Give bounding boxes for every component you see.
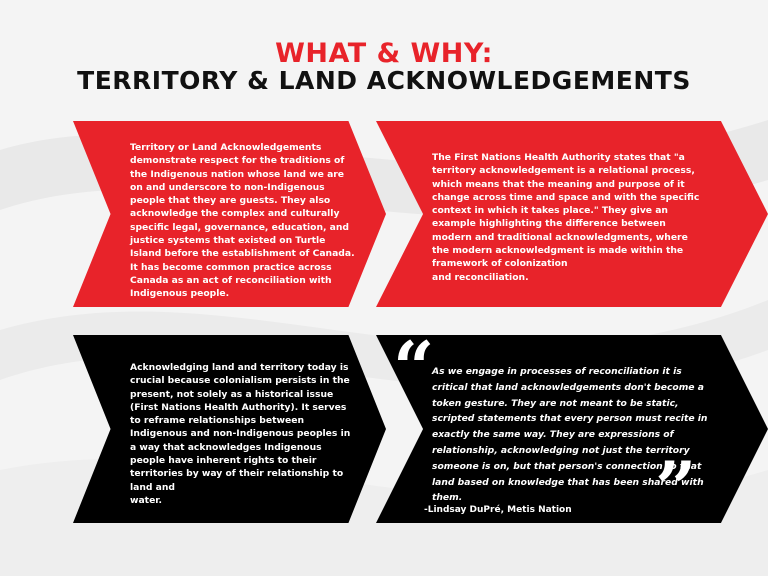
definition-text: Territory or Land Acknowledgements demonstrate respect for the traditions of the Indigenous nation whose land we are on and underscore to non-Indigenous people that they are guests. They also acknowledge the complex and culturally specific legal, governance, education, and justice systems that existed on Turtle Island before the establishment of Canada. It has become common practice across Canada as an act of reconciliation with Indigenous people.	[130, 142, 355, 300]
page-title-line-2: TERRITORY & LAND ACKNOWLEDGEMENTS	[77, 66, 691, 95]
close-quote-icon: ”	[655, 445, 697, 530]
quote-author: -Lindsay DuPré, Metis Nation	[424, 505, 572, 515]
fnha-text: The First Nations Health Authority states that "a territory acknowledgement is a relational process, which means that the meaning and purpose of it change across time and space and with the specific context in which it takes place." They give an example highlighting the difference between modern and traditional acknowledgments, where the modern acknowledgment is made within the framework of colonization and reconciliation.	[432, 152, 700, 283]
open-quote-icon: “	[393, 325, 435, 410]
page-title-line-1: WHAT & WHY:	[275, 38, 493, 69]
quote-text: As we engage in processes of reconciliation it is critical that land acknowledgements don't become a token gesture. They are not meant to be static, scripted statements that every person must recite in exactly the same way. They are expressions of relationship, acknowledging not just the territory someone is on, but that person's connection to that land based on knowledge that has been shared with them.	[432, 366, 708, 504]
why-text: Acknowledging land and territory today is crucial because colonialism persists in the present, not solely as a historical issue (First Nations Health Authority). It serves to reframe relationships between Indigenous and non-Indigenous peoples in a way that acknowledges Indigenous people have inherent rights to their territories by way of their relationship to land and water.	[130, 362, 351, 506]
